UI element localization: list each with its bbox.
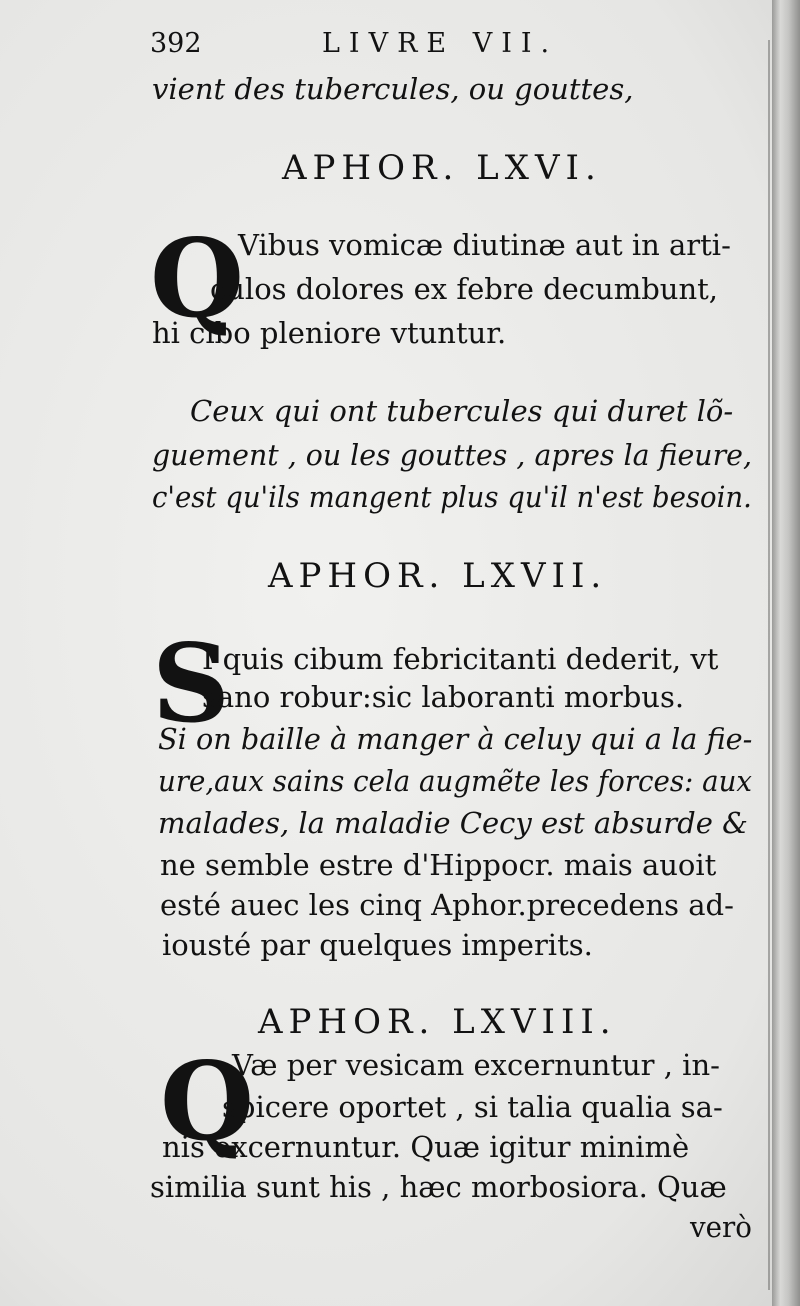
aphorism-heading: APHOR. LXVI. [282,148,602,188]
latin-line: spicere oportet , si talia qualia sa- [222,1090,723,1124]
latin-line: sano robur:sic laboranti morbus. [202,680,685,714]
catchword: verò [690,1210,752,1244]
french-line: guement , ou les gouttes , apres la fieure, [152,438,752,472]
page-number: 392 [150,28,202,59]
continuation-line: vient des tubercules, ou gouttes, [152,72,634,106]
running-header [150,28,750,68]
french-line: c'est qu'ils mangent plus qu'il n'est besoin. [152,480,752,514]
running-title: LIVRE VII. [322,28,559,59]
french-line: ne semble estre d'Hippocr. mais auoit [160,848,717,882]
aphorism-heading: APHOR. LXVII. [268,556,608,596]
latin-line: I quis cibum febricitanti dederit, vt [202,642,719,676]
latin-line: Vibus vomicæ diutinæ aut in arti- [238,228,731,262]
drop-cap: Q [160,1039,255,1165]
aphorism-heading: APHOR. LXVIII. [258,1002,617,1042]
french-line: esté auec les cinq Aphor.precedens ad- [160,888,734,922]
latin-line: similia sunt his , hæc morbosiora. Quæ [150,1170,727,1204]
latin-line: culos dolores ex febre decumbunt, [210,272,719,306]
page-edge [772,0,800,1306]
drop-cap: S [152,621,230,747]
gutter-line [768,40,770,1290]
french-line: ure,aux sains cela augmẽte les forces: aux [158,764,753,798]
drop-cap: Q [150,216,245,342]
latin-line: Væ per vesicam excernuntur , in- [232,1048,720,1082]
french-line: Ceux qui ont tubercules qui duret lõ- [190,394,734,428]
french-line: Si on baille à manger à celuy qui a la fie- [158,722,753,756]
french-line: iousté par quelques imperits. [162,928,593,962]
latin-line: nis excernuntur. Quæ igitur minimè [162,1130,690,1164]
french-line: malades, la maladie Cecy est absurde & [158,806,748,840]
latin-line: hi cibo pleniore vtuntur. [152,316,507,350]
